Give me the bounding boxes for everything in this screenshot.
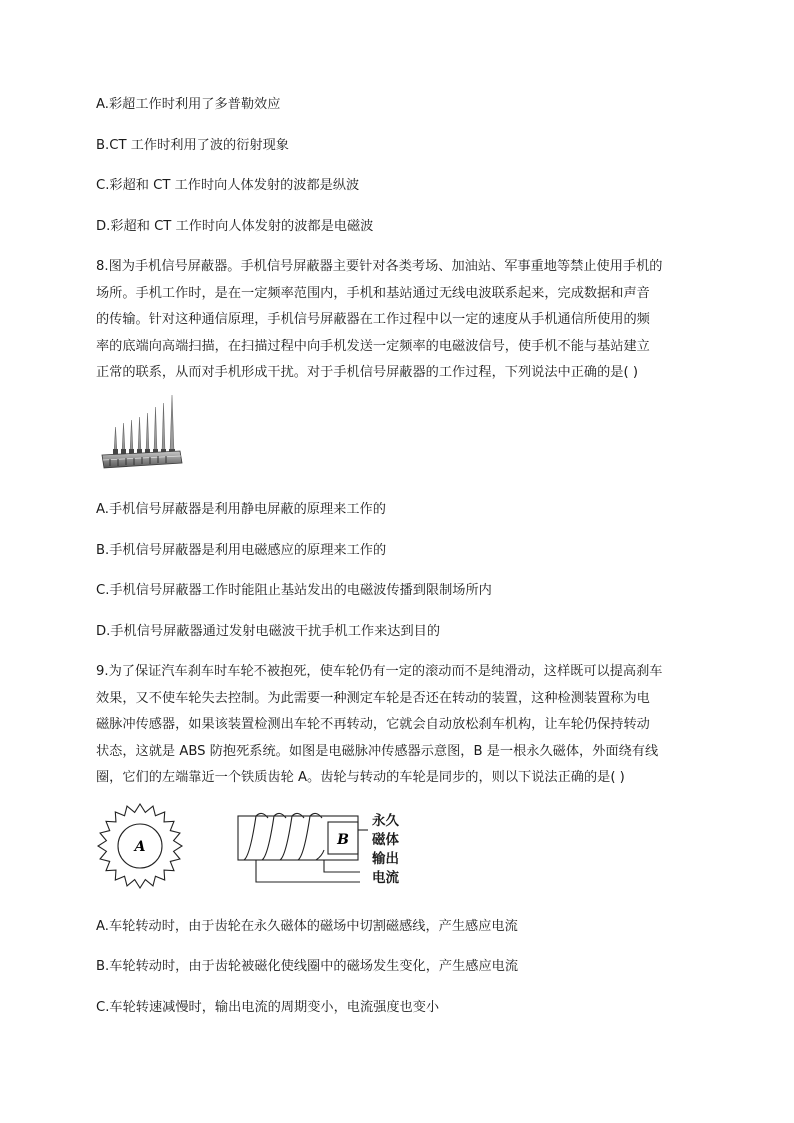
q7-option-c: C.彩超和 CT 工作时向人体发射的波都是纵波	[96, 178, 360, 193]
q8-stem	[96, 254, 700, 387]
q9-stem-line: 状态，这就是 ABS 防抱死系统。如图是电磁脉冲传感器示意图，B 是一根永久磁体，外面绕有线	[96, 743, 659, 759]
q8-option-d: D.手机信号屏蔽器通过发射电磁波干扰手机工作来达到目的	[96, 624, 441, 639]
q9-stem-line: 9.为了保证汽车刹车时车轮不被抱死，使车轮仍有一定的滚动而不是纯滑动，这样既可以提高刹车	[96, 664, 663, 679]
q8-option-b: B.手机信号屏蔽器是利用电磁感应的原理来工作的	[96, 543, 387, 558]
q8-stem-line: 率的底端向高端扫描，在扫描过程中向手机发送一定频率的电磁波信号，使手机不能与基站建立	[96, 338, 650, 354]
label-output: 输出	[372, 851, 399, 867]
label-permanent: 永久	[372, 813, 399, 829]
q8-option-a: A.手机信号屏蔽器是利用静电屏蔽的原理来工作的	[96, 502, 386, 517]
q9-option-b: B.车轮转动时，由于齿轮被磁化使线圈中的磁场发生变化，产生感应电流	[96, 959, 519, 974]
magnet-coil-diagram	[232, 810, 372, 890]
output-lead-lower	[256, 860, 360, 882]
label-magnet: 磁体	[372, 832, 399, 848]
magnet-label: B	[337, 832, 349, 848]
q9-stem-line: 磁脉冲传感器，如果该装置检测出车轮不再转动，它就会自动放松刹车机构，让车轮仍保持转动	[96, 717, 650, 732]
q9-option-a: A.车轮转动时，由于齿轮在永久磁体的磁场中切割磁感线，产生感应电流	[96, 919, 518, 934]
q8-stem-line: 8.图为手机信号屏蔽器。手机信号屏蔽器主要针对各类考场、加油站、军事重地等禁止使用手机的	[96, 259, 663, 274]
q7-option-b: B.CT 工作时利用了波的衍射现象	[96, 138, 289, 153]
figure-side-labels	[372, 812, 399, 888]
signal-jammer-image	[100, 393, 184, 469]
coil-turn	[244, 813, 268, 860]
q7-option-d: D.彩超和 CT 工作时向人体发射的波都是电磁波	[96, 219, 374, 234]
q8-stem-line: 场所。手机工作时，是在一定频率范围内，手机和基站通过无线电波联系起来，完成数据和声音	[96, 285, 650, 301]
q9-option-c: C.车轮转速减慢时，输出电流的周期变小，电流强度也变小	[96, 1000, 440, 1015]
gear-label: A	[134, 839, 146, 855]
q8-stem-line: 的传输。针对这种通信原理，手机信号屏蔽器在工作过程中以一定的速度从手机通信所使用的频	[96, 312, 650, 327]
coil-turn	[280, 813, 304, 860]
q7-option-a: A.彩超工作时利用了多普勒效应	[96, 97, 281, 112]
coil-turn	[298, 813, 322, 860]
coil-turn	[316, 850, 324, 860]
label-current: 电流	[372, 870, 399, 886]
q9-stem-line: 效果，又不使车轮失去控制。为此需要一种测定车轮是否还在转动的装置，这种检测装置称为电	[96, 690, 650, 706]
output-lead-upper	[324, 860, 360, 872]
iron-gear-diagram	[95, 801, 185, 891]
q9-stem-line: 圈，它们的左端靠近一个铁质齿轮 A。齿轮与转动的车轮是同步的，则以下说法正确的是( )	[96, 770, 625, 785]
coil-turn	[262, 813, 286, 860]
q8-option-c: C.手机信号屏蔽器工作时能阻止基站发出的电磁波传播到限制场所内	[96, 583, 492, 598]
q8-stem-line: 正常的联系，从而对手机形成干扰。对于手机信号屏蔽器的工作过程，下列说法中正确的是( )	[96, 365, 638, 380]
q9-stem	[96, 659, 700, 792]
